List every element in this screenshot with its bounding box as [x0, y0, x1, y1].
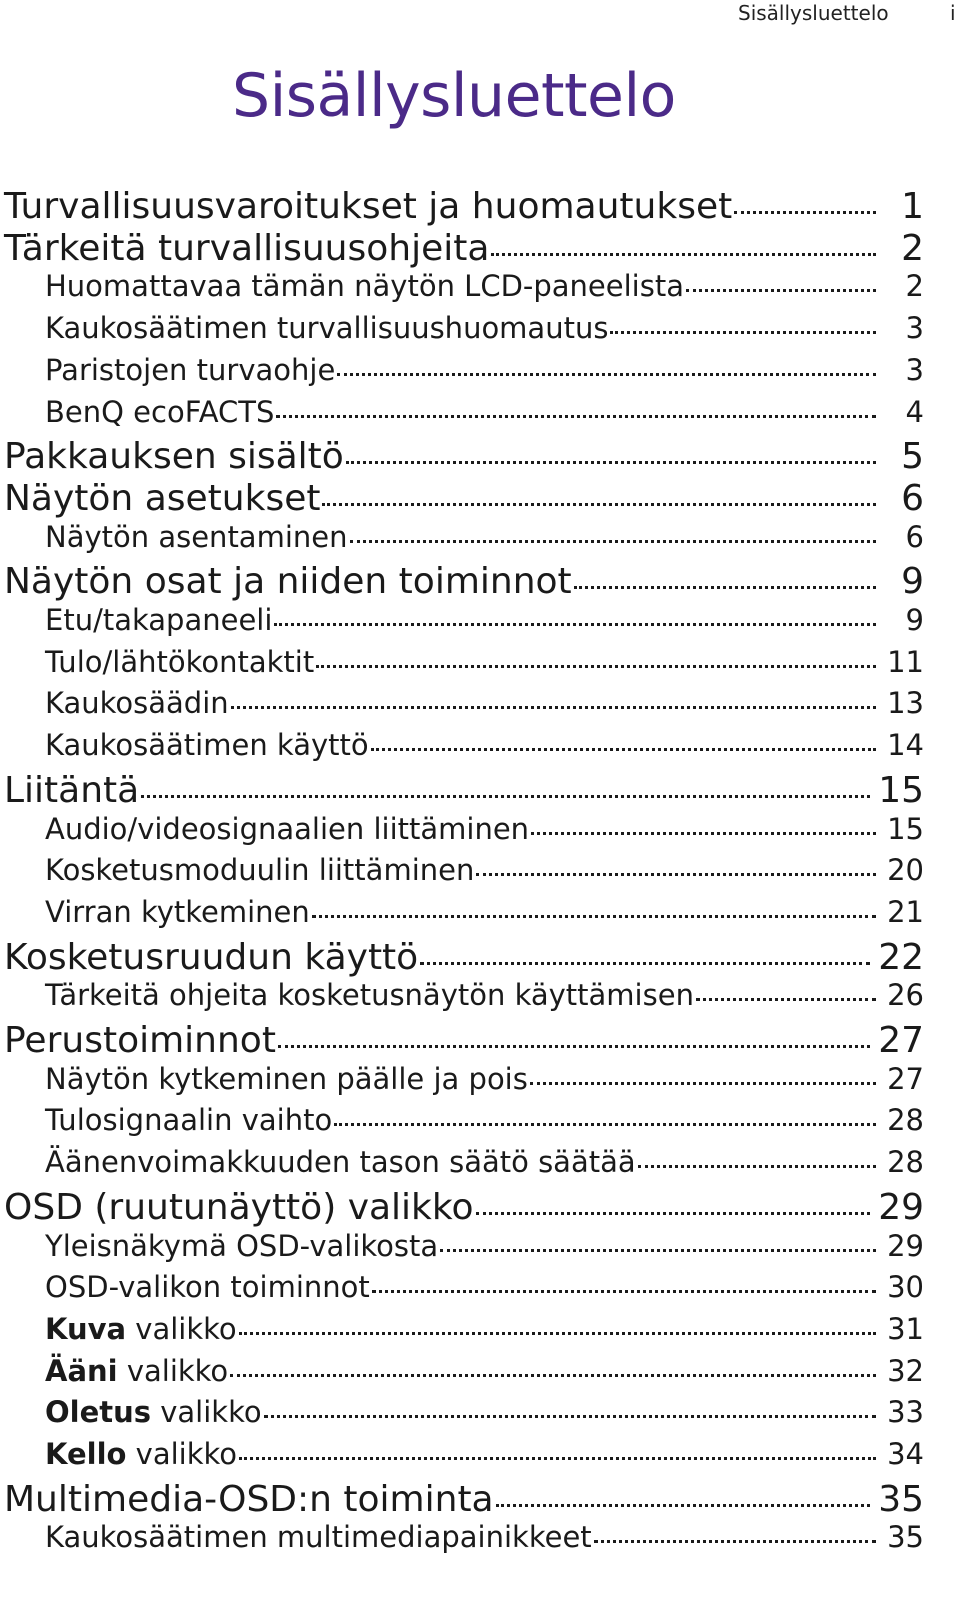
dot-leader	[274, 623, 876, 626]
dot-leader	[610, 331, 876, 334]
toc-entry-page-number: 5	[901, 436, 924, 478]
dot-leader	[638, 1165, 876, 1168]
toc-entry-section[interactable]	[45, 1103, 924, 1143]
toc-entry-label-rest: valikko	[117, 1353, 229, 1388]
toc-entry-label-emphasis: Oletus	[45, 1395, 152, 1430]
dot-leader	[476, 1212, 871, 1215]
toc-entry-label-rest: valikko	[126, 1311, 237, 1346]
dot-leader	[239, 1332, 876, 1335]
toc-entry-page-number: 20	[887, 853, 924, 888]
toc-entry-label	[45, 1354, 228, 1388]
toc-entry-section[interactable]	[45, 269, 924, 309]
dot-leader	[531, 832, 876, 835]
toc-entry-section[interactable]	[45, 395, 924, 435]
toc-entry-page-number: 30	[887, 1270, 924, 1305]
dot-leader	[337, 373, 876, 376]
toc-entry-section[interactable]	[45, 812, 924, 852]
toc-entry-section[interactable]	[45, 895, 924, 935]
page-title: Sisällysluettelo	[232, 61, 676, 131]
toc-entry-section[interactable]	[45, 1229, 924, 1269]
toc-entry-chapter[interactable]	[4, 186, 924, 230]
toc-entry-label: Tulosignaalin vaihto	[45, 1103, 333, 1138]
dot-leader	[312, 915, 876, 918]
toc-entry-section[interactable]	[45, 686, 924, 726]
dot-leader	[476, 873, 876, 876]
running-header-page-number: i	[950, 1, 956, 25]
toc-entry-chapter[interactable]	[4, 937, 924, 981]
dot-leader	[530, 1082, 876, 1085]
toc-entry-section[interactable]	[45, 603, 924, 643]
dot-leader	[141, 795, 870, 798]
toc-entry-page-number: 9	[905, 603, 924, 637]
toc-entry-section[interactable]	[45, 311, 924, 351]
dot-leader	[334, 1123, 876, 1126]
toc-entry-page-number: 21	[887, 894, 924, 929]
toc-entry-label-rest: valikko	[126, 1437, 237, 1471]
toc-entry-page-number: 33	[887, 1395, 924, 1430]
toc-entry-section[interactable]	[45, 1520, 924, 1560]
toc-entry-label: BenQ ecoFACTS	[45, 394, 275, 429]
toc-entry-label-rest: valikko	[151, 1395, 262, 1430]
toc-entry-label: Pakkauksen sisältö	[4, 436, 344, 478]
toc-entry-page-number: 2	[905, 269, 924, 304]
toc-entry-section[interactable]	[45, 978, 924, 1018]
toc-entry-label: Kaukosäätimen multimediapainikkeet	[45, 1520, 592, 1555]
toc-entry-label: Tärkeitä ohjeita kosketusnäytön käyttämisen	[45, 978, 694, 1013]
toc-entry-label: Näytön kytkeminen päälle ja pois	[45, 1061, 528, 1096]
toc-entry-chapter[interactable]	[4, 770, 924, 814]
toc-entry-section[interactable]	[45, 728, 924, 768]
toc-entry-label: Kaukosäätimen käyttö	[45, 728, 369, 763]
toc-entry-label: Kaukosäätimen turvallisuushuomautus	[45, 311, 609, 346]
toc-entry-label	[45, 1437, 237, 1471]
toc-entry-label-emphasis: Kuva	[45, 1311, 127, 1346]
toc-entry-label: Etu/takapaneeli	[45, 603, 273, 637]
toc-entry-section[interactable]	[45, 645, 924, 685]
dot-leader	[491, 253, 876, 256]
dot-leader	[371, 748, 876, 751]
toc-entry-page-number: 6	[905, 519, 924, 554]
toc-entry-page-number: 27	[887, 1061, 924, 1096]
toc-entry-label: Paristojen turvaohje	[45, 352, 336, 387]
dot-leader	[440, 1249, 876, 1252]
toc-entry-label: Tärkeitä turvallisuusohjeita	[4, 227, 490, 269]
toc-entry-label: Liitäntä	[4, 769, 140, 811]
toc-entry-label: Kosketusruudun käyttö	[4, 936, 419, 978]
dot-leader	[372, 1290, 876, 1293]
toc-entry-label	[45, 1312, 237, 1346]
toc-entry-page-number: 32	[887, 1353, 924, 1388]
toc-entry-chapter[interactable]	[4, 1020, 924, 1064]
toc-entry-page-number: 26	[887, 978, 924, 1013]
toc-entry-page-number: 28	[887, 1145, 924, 1180]
dot-leader	[420, 962, 870, 965]
dot-leader	[230, 1374, 876, 1377]
toc-entry-section[interactable]	[45, 1354, 924, 1394]
toc-entry-label: OSD (ruutunäyttö) valikko	[4, 1186, 474, 1228]
toc-entry-label: Multimedia-OSD:n toiminta	[4, 1478, 494, 1520]
toc-entry-section[interactable]	[45, 853, 924, 893]
toc-entry-label: Kaukosäädin	[45, 686, 229, 721]
toc-entry-chapter[interactable]	[4, 1187, 924, 1231]
toc-entry-page-number: 13	[887, 686, 924, 721]
dot-leader	[264, 1415, 876, 1418]
dot-leader	[276, 415, 876, 418]
dot-leader	[686, 289, 876, 292]
toc-entry-label: Virran kytkeminen	[45, 894, 310, 929]
toc-entry-page-number: 6	[901, 477, 924, 519]
toc-entry-chapter[interactable]	[4, 436, 924, 480]
toc-entry-label: Yleisnäkymä OSD-valikosta	[45, 1228, 439, 1263]
toc-entry-label: Kosketusmoduulin liittäminen	[45, 853, 475, 888]
toc-entry-chapter[interactable]	[4, 1479, 924, 1523]
toc-entry-label: Näytön asetukset	[4, 477, 321, 519]
running-header-section: Sisällysluettelo	[738, 1, 889, 25]
toc-entry-label-emphasis: Ääni	[45, 1353, 118, 1388]
dot-leader	[346, 461, 876, 464]
dot-leader	[350, 540, 877, 543]
toc-entry-page-number: 3	[905, 311, 924, 346]
toc-entry-page-number: 1	[901, 186, 924, 227]
dot-leader	[278, 1045, 870, 1048]
toc-entry-page-number: 28	[887, 1103, 924, 1138]
toc-entry-page-number: 15	[878, 769, 924, 811]
toc-entry-section[interactable]	[45, 1270, 924, 1310]
toc-entry-chapter[interactable]	[4, 561, 924, 605]
toc-entry-page-number: 3	[905, 352, 924, 387]
toc-entry-page-number: 27	[878, 1020, 924, 1061]
toc-entry-page-number: 14	[887, 728, 924, 763]
toc-entry-label: Tulo/lähtökontaktit	[45, 644, 315, 679]
dot-leader	[734, 211, 876, 214]
toc-entry-chapter[interactable]	[4, 478, 924, 522]
toc-entry-page-number: 4	[905, 394, 924, 429]
toc-entry-section[interactable]	[45, 1437, 924, 1477]
dot-leader	[322, 503, 876, 506]
toc-entry-label: Näytön asentaminen	[45, 519, 348, 554]
dot-leader	[574, 586, 876, 589]
toc-entry-page-number: 31	[887, 1311, 924, 1346]
toc-entry-section[interactable]	[45, 353, 924, 393]
toc-entry-label: Turvallisuusvaroitukset ja huomautukset	[4, 186, 733, 227]
toc-entry-page-number: 2	[901, 227, 924, 269]
toc-entry-chapter[interactable]	[4, 228, 924, 272]
toc-entry-section[interactable]	[45, 1062, 924, 1102]
dot-leader	[231, 706, 876, 709]
toc-entry-label: Äänenvoimakkuuden tason säätö säätää	[45, 1145, 636, 1180]
toc-entry-label: Perustoiminnot	[4, 1020, 276, 1061]
toc-entry-page-number: 22	[878, 936, 924, 978]
toc-entry-page-number: 11	[887, 644, 924, 679]
toc-entry-label	[45, 1395, 262, 1429]
toc-entry-label: Huomattavaa tämän näytön LCD-paneelista	[45, 269, 684, 304]
toc-entry-page-number: 35	[878, 1478, 924, 1520]
toc-entry-page-number: 34	[887, 1437, 924, 1471]
toc-entry-page-number: 29	[887, 1228, 924, 1263]
dot-leader	[696, 998, 876, 1001]
toc-entry-label: Näytön osat ja niiden toiminnot	[4, 561, 572, 603]
toc-entry-section[interactable]	[45, 1145, 924, 1185]
dot-leader	[594, 1540, 876, 1543]
toc-entry-page-number: 15	[887, 811, 924, 846]
dot-leader	[316, 665, 876, 668]
toc-entry-page-number: 35	[887, 1520, 924, 1555]
toc-entry-label: Audio/videosignaalien liittäminen	[45, 811, 530, 846]
toc-entry-section[interactable]	[45, 520, 924, 560]
toc-entry-page-number: 29	[878, 1186, 924, 1228]
toc-entry-page-number: 9	[901, 561, 924, 603]
toc-entry-label-emphasis: Kello	[45, 1437, 127, 1471]
toc-entry-label: OSD-valikon toiminnot	[45, 1270, 370, 1305]
toc-entry-section[interactable]	[45, 1312, 924, 1352]
dot-leader	[239, 1457, 876, 1460]
dot-leader	[496, 1504, 871, 1507]
toc-entry-section[interactable]	[45, 1395, 924, 1435]
